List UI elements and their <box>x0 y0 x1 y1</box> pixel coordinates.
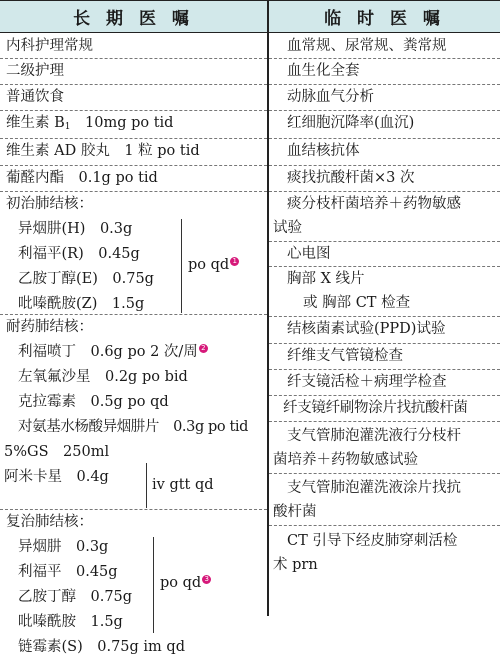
temporary-row <box>269 422 500 474</box>
long-term-row <box>0 111 267 139</box>
retreat-tb-bracket <box>153 537 154 633</box>
temporary-header <box>269 1 500 33</box>
retreat-tb-title: 复治肺结核： <box>6 514 93 530</box>
resistant-tb-iv: 阿米卡星 0.4g <box>4 469 109 485</box>
temporary-item-cont: 术 prn <box>273 557 318 573</box>
temporary-item: 纤支镜活检＋病理学检查 <box>287 374 447 390</box>
iv-route: iv gtt qd <box>152 477 214 493</box>
temporary-item-cont: 菌培养＋药物敏感试验 <box>273 452 418 468</box>
long-term-row <box>0 139 267 166</box>
long-term-row <box>0 166 267 192</box>
initial-tb-route: po qd 1 <box>188 253 239 277</box>
long-term-row <box>0 59 267 85</box>
temporary-row <box>269 396 500 422</box>
retreat-tb-block <box>0 510 267 655</box>
retreat-tb-route: po qd 3 <box>160 571 211 595</box>
temporary-item: 结核菌素试验(PPD)试验 <box>287 321 446 337</box>
temporary-item-cont: 或 胸部 CT 检查 <box>303 295 411 311</box>
temporary-row <box>269 526 500 582</box>
retreat-tb-drug: 异烟肼 0.3g <box>18 539 109 555</box>
long-term-item: 葡醛内酯 0.1g po tid <box>6 170 158 186</box>
retreat-tb-drug: 乙胺丁醇 0.75g <box>18 589 133 605</box>
iv-bracket <box>146 463 147 508</box>
temporary-header-label: 临 时 医 嘱 <box>324 9 445 29</box>
initial-tb-drug: 利福平(R) 0.45g <box>18 246 140 262</box>
long-term-row <box>0 85 267 111</box>
note-badge-icon: 3 <box>202 575 211 584</box>
retreat-tb-drug: 链霉素(S) 0.75g im qd <box>18 639 185 655</box>
resistant-tb-block <box>0 315 267 510</box>
temporary-row <box>269 139 500 166</box>
temporary-row <box>269 474 500 526</box>
initial-tb-block <box>0 192 267 315</box>
resistant-tb-drug: 克拉霉素 0.5g po qd <box>18 394 169 410</box>
temporary-row <box>269 267 500 317</box>
retreat-tb-drug: 吡嗪酰胺 1.5g <box>18 614 123 630</box>
temporary-item: 红细胞沉降率(血沉) <box>287 115 415 131</box>
retreat-tb-drug: 利福平 0.45g <box>18 564 118 580</box>
temporary-item: 支气管肺泡灌洗液涂片找抗 <box>287 480 461 496</box>
note-badge-icon: 1 <box>230 257 239 266</box>
initial-tb-bracket <box>181 219 182 313</box>
temporary-item: 支气管肺泡灌洗液行分枝杆 <box>287 428 461 444</box>
resistant-tb-drug: 利福喷丁 0.6g po 2 次/周 2 <box>0 340 267 365</box>
resistant-tb-title: 耐药肺结核： <box>6 319 93 335</box>
temporary-row <box>269 59 500 85</box>
long-term-header-label: 长 期 医 嘱 <box>73 9 194 29</box>
long-term-item: 维生素 AD 胶丸 1 粒 po tid <box>6 143 200 159</box>
temporary-item-cont: 酸杆菌 <box>273 504 317 520</box>
vitamin-b1-item: 维生素 $B_1$ 10mg po tid <box>6 115 174 132</box>
temporary-item: 胸部 X 线片 <box>287 271 365 287</box>
long-term-row <box>0 34 267 59</box>
temporary-row <box>269 85 500 111</box>
initial-tb-drug: 吡嗪酰胺(Z) 1.5g <box>18 296 145 312</box>
long-term-item: 普通饮食 <box>6 89 64 105</box>
initial-tb-title: 初治肺结核： <box>6 196 93 212</box>
temporary-item: 心电图 <box>287 246 331 262</box>
long-term-header <box>0 1 267 33</box>
temporary-item: 血结核抗体 <box>287 143 360 159</box>
initial-tb-drug: 乙胺丁醇(E) 0.75g <box>18 271 154 287</box>
temporary-item: 纤支镜纤刷物涂片找抗酸杆菌 <box>283 400 468 416</box>
resistant-tb-drug: 左氧氟沙星 0.2g po bid <box>18 369 188 385</box>
temporary-row <box>269 166 500 192</box>
temporary-row <box>269 317 500 344</box>
temporary-item: 动脉血气分析 <box>287 89 374 105</box>
temporary-row <box>269 242 500 267</box>
long-term-item: 二级护理 <box>6 63 64 79</box>
temporary-row <box>269 111 500 139</box>
temporary-item: CT 引导下经皮肺穿刺活检 <box>287 533 458 549</box>
note-badge-icon: 2 <box>199 344 208 353</box>
temporary-row <box>269 344 500 370</box>
temporary-item: 血生化全套 <box>287 63 360 79</box>
long-term-item: 内科护理常规 <box>6 38 93 54</box>
temporary-row <box>269 192 500 242</box>
temporary-item: 血常规、尿常规、粪常规 <box>287 38 447 54</box>
temporary-item: 纤维支气管镜检查 <box>287 348 403 364</box>
temporary-row <box>269 370 500 396</box>
temporary-row <box>269 34 500 59</box>
temporary-item-cont: 试验 <box>273 220 302 236</box>
initial-tb-drug: 异烟肼(H) 0.3g <box>18 221 133 237</box>
temporary-item: 痰找抗酸杆菌×3 次 <box>287 170 415 186</box>
temporary-item: 痰分枝杆菌培养＋药物敏感 <box>287 196 461 212</box>
resistant-tb-iv: 5%GS 250ml <box>4 444 110 460</box>
resistant-tb-drug: 对氨基水杨酸异烟肼片 0.3g po tid <box>18 419 249 435</box>
